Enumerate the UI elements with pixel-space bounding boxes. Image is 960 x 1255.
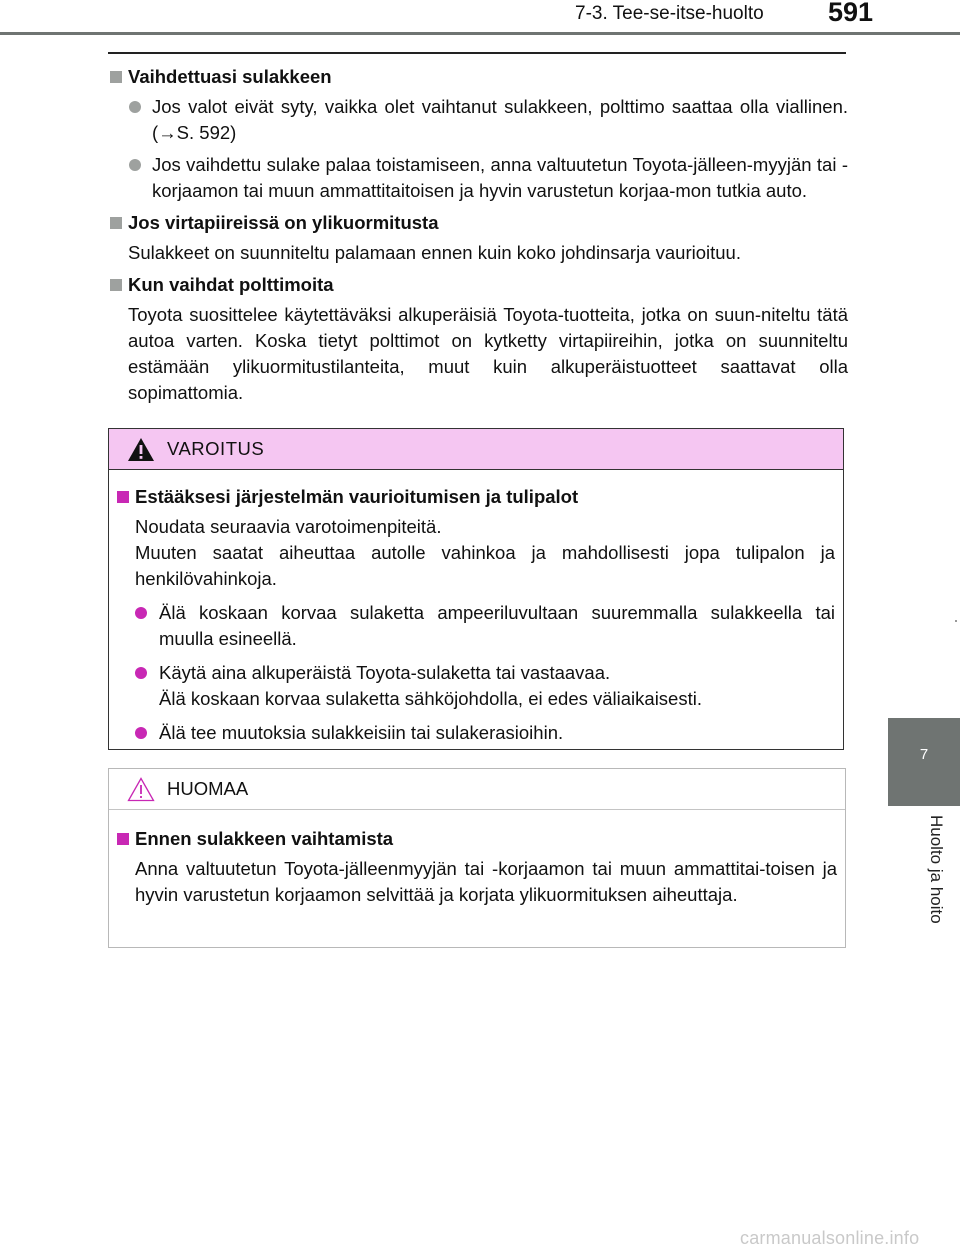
circle-bullet-icon bbox=[129, 159, 141, 171]
warning-triangle-icon bbox=[127, 437, 155, 462]
list-item bbox=[115, 720, 835, 746]
square-bullet-icon bbox=[117, 491, 129, 503]
square-bullet-icon bbox=[110, 279, 122, 291]
chapter-label bbox=[920, 815, 950, 965]
notice-header bbox=[109, 769, 845, 810]
section-heading-text: Vaihdettuasi sulakkeen bbox=[128, 66, 332, 87]
margin-mark bbox=[955, 620, 957, 622]
section-heading-text: Jos virtapiireissä on ylikuormitusta bbox=[128, 212, 439, 233]
caution-triangle-icon bbox=[127, 777, 155, 802]
warning-heading-text: Estääksesi järjestelmän vaurioitumisen ja tulipalot bbox=[135, 486, 579, 507]
chapter-tab bbox=[888, 718, 960, 806]
page-number: 591 bbox=[828, 0, 874, 27]
circle-bullet-icon bbox=[135, 607, 147, 619]
paragraph bbox=[115, 514, 835, 592]
section-heading-text: Kun vaihdat polttimoita bbox=[128, 274, 334, 295]
warning-title: VAROITUS bbox=[167, 438, 265, 459]
list-item-text: Älä tee muutoksia sulakkeisiin tai sulakerasioihin. bbox=[159, 722, 564, 743]
notice-heading-text: Ennen sulakkeen vaihtamista bbox=[135, 828, 394, 849]
circle-bullet-icon bbox=[135, 727, 147, 739]
section-title: 7-3. Tee-se-itse-huolto bbox=[575, 3, 764, 24]
notice-heading bbox=[115, 826, 837, 852]
circle-bullet-icon bbox=[129, 101, 141, 113]
list-item-text: Jos valot eivät syty, vaikka olet vaihtanut sulakkeen, polttimo saattaa olla viallinen. (→S. 592) bbox=[152, 96, 848, 143]
square-bullet-icon bbox=[110, 71, 122, 83]
chapter-number: 7 bbox=[919, 746, 929, 763]
list-item-text: Älä koskaan korvaa sulaketta sähköjohdolla, ei edes väliaikaisesti. bbox=[159, 688, 702, 709]
circle-bullet-icon bbox=[135, 667, 147, 679]
warning-text: Muuten saatat aiheuttaa autolle vahinkoa ja mahdollisesti jopa tulipalon ja henkilövahinkoja. bbox=[135, 542, 835, 589]
notice-title: HUOMAA bbox=[167, 778, 249, 799]
main-content bbox=[108, 64, 848, 412]
content-top-rule bbox=[108, 52, 846, 54]
header-divider bbox=[0, 32, 960, 35]
page-header bbox=[0, 0, 960, 34]
chapter-label-text: Huolto ja hoito bbox=[927, 815, 946, 924]
paragraph: Anna valtuutetun Toyota-jälleenmyyjän tai -korjaamon tai muun ammattitai-toisen ja hyvin varustetun korjaamon selvittää ja korjata ylikuormituksen aiheuttaja. bbox=[135, 858, 837, 905]
section-heading bbox=[108, 272, 848, 298]
notice-body bbox=[109, 810, 845, 908]
warning-box bbox=[108, 428, 844, 750]
warning-text: Noudata seuraavia varotoimenpiteitä. bbox=[135, 516, 442, 537]
section-heading bbox=[108, 210, 848, 236]
warning-body bbox=[109, 470, 843, 746]
list-item-text: Käytä aina alkuperäistä Toyota-sulaketta tai vastaavaa. bbox=[159, 662, 611, 683]
section-heading bbox=[108, 64, 848, 90]
paragraph: Sulakkeet on suunniteltu palamaan ennen kuin koko johdinsarja vaurioituu. bbox=[128, 242, 741, 263]
square-bullet-icon bbox=[110, 217, 122, 229]
notice-box bbox=[108, 768, 846, 948]
list-item bbox=[108, 152, 848, 204]
list-item bbox=[115, 660, 835, 712]
list-item-text: Jos vaihdettu sulake palaa toistamiseen, anna valtuutetun Toyota-jälleen-myyjän tai -korjaamon tai muun ammattitaitoisen ja hyvin varustetun korjaa-mon tutkia auto. bbox=[152, 154, 848, 201]
list-item-text: Älä koskaan korvaa sulaketta ampeeriluvultaan suuremmalla sulakkeella tai muulla esineellä. bbox=[159, 602, 835, 649]
watermark: carmanualsonline.info bbox=[740, 1228, 920, 1248]
warning-heading bbox=[115, 484, 835, 510]
paragraph: Toyota suosittelee käytettäväksi alkuperäisiä Toyota-tuotteita, jotka on suun-niteltu tätä autoa varten. Koska tietyt polttimot on kytketty virtapiireihin, jotka on suunniteltu estämään ylikuormitustilanteita, muut kuin alkuperäistuotteet saattavat olla sopimattomia. bbox=[128, 304, 848, 403]
warning-header bbox=[109, 429, 843, 470]
list-item bbox=[115, 600, 835, 652]
list-item bbox=[108, 94, 848, 146]
square-bullet-icon bbox=[117, 833, 129, 845]
